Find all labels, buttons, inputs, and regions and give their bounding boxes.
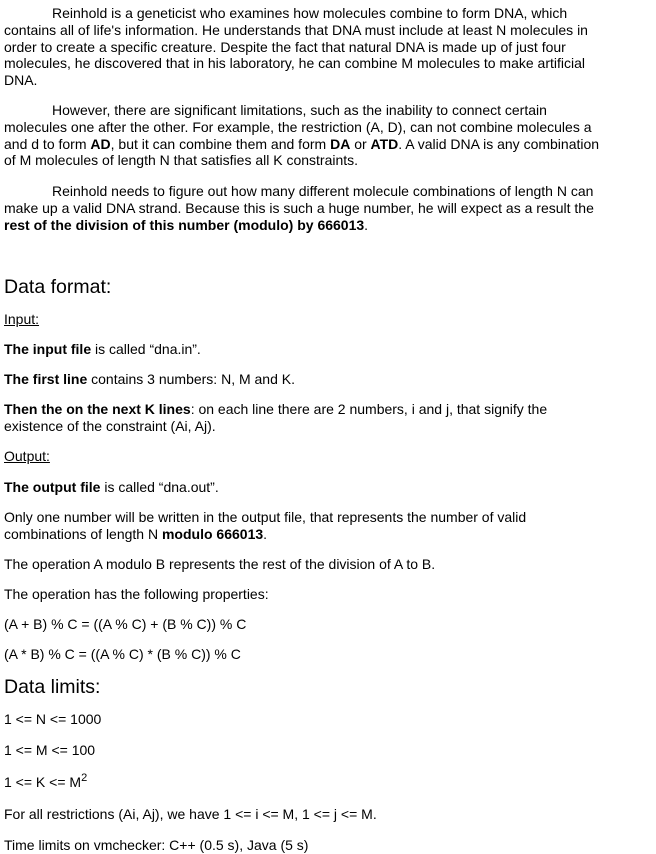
text-segment: is called “dna.in”. [91,341,201,357]
restrictions-limit: For all restrictions (Ai, Aj), we have 1 <= i <= M, 1 <= j <= M. [4,806,377,822]
text-segment: , but it can combine them and form [110,135,331,152]
text-line: make up a valid DNA strand. Because this is such a huge number, he will expect as a result the [4,199,594,216]
bold-term: AD [90,135,111,152]
text-line: molecules, he discovered that in his laboratory, he can combine M molecules to make artificial [4,55,586,72]
exponent: 2 [81,772,88,784]
bold-term: Then the on the next K lines [4,401,191,417]
text-line [4,136,599,152]
k-limit [4,774,87,791]
n-limit: 1 <= N <= 1000 [4,711,102,727]
first-line-description [4,371,295,388]
text-segment: . [364,216,369,233]
m-limit: 1 <= M <= 100 [4,742,96,758]
text-segment: is called “dna.out”. [100,479,219,495]
text-line: Reinhold needs to figure out how many different molecule combinations of length N can [52,183,594,199]
text-line: Reinhold is a geneticist who examines how molecules combine to form DNA, which [52,5,568,21]
text-line [4,217,368,233]
text-line: of M molecules of length N that satisfies all K constraints. [4,152,359,169]
text-segment: . A valid DNA is any combination [398,135,600,152]
text-line: However, there are significant limitations, such as the inability to connect certain [52,102,547,118]
bold-term: DA [330,135,351,152]
output-description-cont [4,526,267,543]
text-line: molecules one after the other. For example, the restriction (A, D), can not combine molecules a [4,118,592,135]
text-line: DNA. [4,72,38,89]
bold-term: The first line [4,371,88,387]
bold-term: rest of the division of this number (modulo) by 666013 [4,216,365,233]
output-description: Only one number will be written in the output file, that represents the number of valid [4,509,527,525]
data-format-heading: Data format: [4,276,112,298]
text-segment: 1 <= K <= M [4,774,82,790]
input-file-line [4,341,201,358]
text-segment: : on each line there are 2 numbers, i and j, that signify the [190,401,548,417]
text-line: contains all of life's information. He understands that DNA must include at least N molecules in [4,21,588,38]
data-limits-heading: Data limits: [4,676,101,698]
text-line: order to create a specific creature. Despite the fact that natural DNA is made up of just four [4,38,566,55]
text-segment: . [263,526,268,542]
output-label: Output: [4,448,50,464]
property-addition: (A + B) % C = ((A % C) + (B % C)) % C [4,616,247,632]
intro-paragraph-3 [4,183,613,233]
modulo-definition: The operation A modulo B represents the rest of the division of A to B. [4,556,436,572]
time-limits: Time limits on vmchecker: C++ (0.5 s), Java (5 s) [4,837,309,853]
output-file-line [4,479,219,496]
text-segment: contains 3 numbers: N, M and K. [87,371,295,387]
text-segment: or [350,135,371,152]
bold-term: The output file [4,479,101,495]
text-segment: and d to form [4,135,91,152]
bold-term: The input file [4,341,92,357]
properties-intro: The operation has the following properties: [4,586,269,602]
next-lines-description [4,401,547,418]
bold-term: ATD [370,135,399,152]
next-lines-description-cont: existence of the constraint (Ai, Aj). [4,418,216,434]
property-multiplication: (A * B) % C = ((A % C) * (B % C)) % C [4,646,241,662]
input-label: Input: [4,311,40,327]
intro-paragraph-2 [4,102,613,169]
bold-term: modulo 666013 [161,526,264,542]
intro-paragraph-1 [4,5,613,89]
text-segment: combinations of length N [4,526,162,542]
